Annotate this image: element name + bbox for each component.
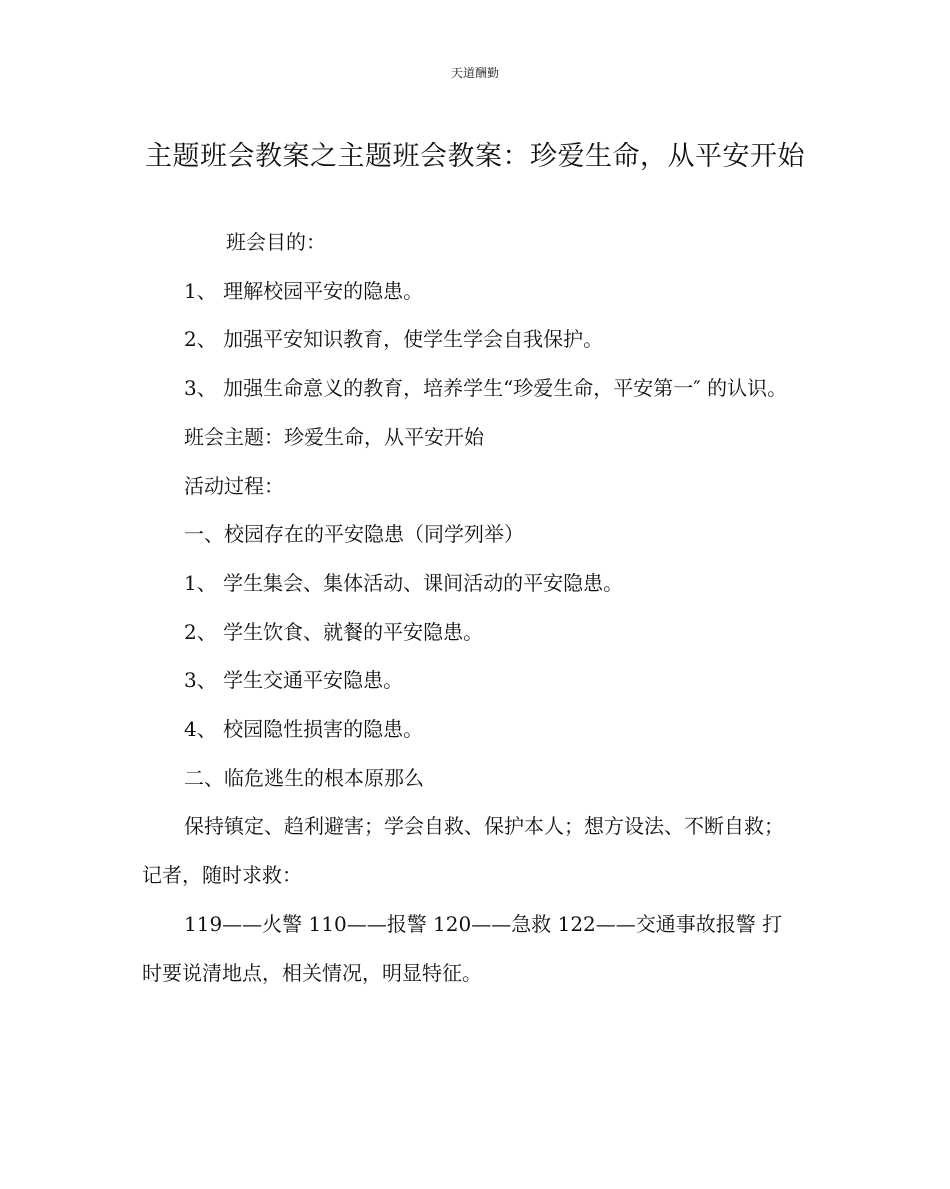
page-header: 天道酬勤 (450, 66, 499, 80)
paragraph-emergency-numbers: 119——火警 110——报警 120——急救 122——交通事故报警 打时要说清地点，相关情况，明显特征。 (142, 911, 783, 985)
paragraph-hazard-1: 1、 学生集会、集体活动、课间活动的平安隐患。 (184, 570, 624, 595)
paragraph-purpose-3: 3、 加强生命意义的教育，培养学生“珍爱生命，平安第一″ 的认识。 (184, 376, 788, 401)
paragraph-purpose-1: 1、 理解校园平安的隐患。 (184, 278, 424, 303)
paragraph-escape-principles: 保持镇定、趋利避害；学会自救、保护本人；想方设法、不断自救； 记者，随时求救： (142, 814, 784, 888)
paragraph-class-purpose: 班会目的： (226, 230, 326, 254)
paragraph-hazard-3: 3、 学生交通平安隐患。 (184, 668, 404, 693)
paragraph-hazard-4: 4、 校园隐性损害的隐患。 (184, 717, 424, 742)
document-body (142, 218, 802, 997)
paragraph-hazard-2: 2、 学生饮食、就餐的平安隐患。 (184, 619, 484, 644)
paragraph-class-theme: 班会主题：珍爱生命，从平安开始 (184, 424, 484, 449)
paragraph-section-two: 二、临危逃生的根本原那么 (184, 765, 424, 790)
paragraph-purpose-2: 2、 加强平安知识教育，使学生学会自我保护。 (184, 327, 604, 352)
paragraph-section-one: 一、校园存在的平安隐患（同学列举） (184, 522, 524, 547)
paragraph-activity-process: 活动过程： (184, 473, 284, 498)
document-title: 主题班会教案之主题班会教案：珍爱生命，从平安开始 (145, 141, 805, 172)
